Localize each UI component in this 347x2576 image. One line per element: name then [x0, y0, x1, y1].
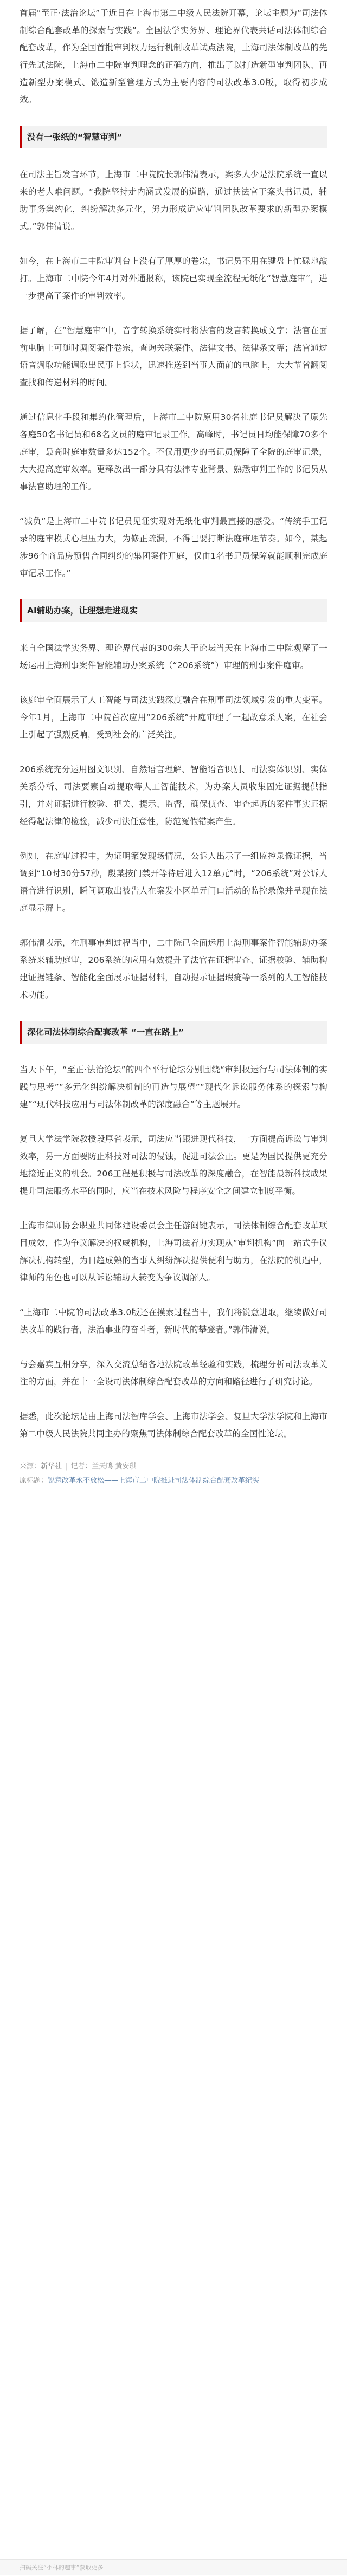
- body-paragraph: 在司法主旨发言环节，上海市二中院院长郭伟清表示，案多人少是法院系统一直以来的老大难问题。“我院坚持走内涵式发展的道路，通过扶法官于案头书记员，辅助事务集约化，纠纷解决多元化，努力形成适应审判团队改革要求的新型办案模式。”郭伟清说。: [20, 170, 327, 231]
- original-title-line: [20, 1474, 327, 1488]
- body-paragraph: “减负”是上海市二中院书记员见证实现对无纸化审判最直接的感受。“传统手工记录的庭审模式心理压力大，为修正疏漏，不得已要打断法庭审理节奏。如今，某起涉96个商品房预售合同纠纷的集团案件开庭，仅由1名书记员保障就能顺利完成庭审记录工作。”: [20, 516, 327, 578]
- author-label: 记者：兰天鸣 黄安琪: [70, 1462, 137, 1471]
- body-paragraph: 206系统充分运用图文识别、自然语言理解、智能语音识别、司法实体识别、实体关系分析、司法要素自动提取等人工智能技术，为办案人员收集固定证据提供指引，并对证据进行校验、把关、提示、监督，确保侦查、审查起诉的案件事实证据经得起法律的检验，减少司法任意性，防范冤假错案产生。: [20, 765, 327, 826]
- body-paragraph: 据悉，此次论坛是由上海司法智库学会、上海市法学会、复旦大学法学院和上海市第二中级人民法院共同主办的聚焦司法体制综合配套改革的全国性论坛。: [20, 1412, 327, 1439]
- intro-paragraph: 首届“至正·法治论坛”于近日在上海市第二中级人民法院开幕，论坛主题为“司法体制综合配套改革的探索与实践”。全国法学实务界、理论界代表共话司法体制综合配套改革，作为全国首批审判权力运行机制改革试点法院，上海司法体制改革的先行先试法院，上海市二中院审判理念的正确方向，推出了以打造新型审判团队、再造新型办案模式、锻造新型管理方式为主要内容的司法改革3.0版，取得初步成效。: [20, 8, 327, 105]
- body-paragraph: 与会嘉宾互相分享，深入交流总结各地法院改革经验和实践，梳理分析司法改革关注的方面，并在十一全设司法体制综合配套改革的方向和路径进行了研究讨论。: [20, 1360, 327, 1387]
- bottom-note-bar: [0, 2559, 347, 2575]
- section-heading-2: [20, 599, 327, 622]
- body-paragraph: “上海市二中院的司法改革3.0版还在摸索过程当中，我们将锐意进取，继续做好司法改革的践行者，法治事业的奋斗者，新时代的攀登者。”郭伟清说。: [20, 1308, 327, 1335]
- source-label: 来源：新华社: [20, 1462, 62, 1471]
- body-paragraph: 复旦大学法学院教授段厚省表示，司法应当跟进现代科技，一方面提高诉讼与审判效率，另一方面要防止科技对司法的侵蚀，促进司法公正。更是为国民提供更充分地接近正义的机会。206工程是积极与司法改革的深度融合，在智能最新科技成果提升司法服务水平的同时，应当在技术风险与程序安全之间建立制度平衡。: [20, 1134, 327, 1196]
- section-heading-text: AI辅助办案，让理想走进现实: [27, 606, 138, 616]
- body-paragraph: 据了解，在“智慧庭审”中，音字转换系统实时将法官的发言转换成文字；法官在面前电脑上可随时调阅案件卷宗，查询关联案件、法律文书、法律条文等；法官通过语音调取功能调取出民事上诉状，迅速推送到当事人面前的电脑上，大大节省翻阅查找和传递材料的时间。: [20, 326, 327, 387]
- source-line: [20, 1460, 327, 1474]
- section-heading-1: [20, 126, 327, 148]
- body-paragraph: 上海市律师协会职业共同体建设委员会主任游闽键表示，司法体制综合配套改革项目成效，作为争议解决的权威机构，上海司法着力实现从“审判机构”向一站式争议解决机构转型，为日趋成熟的当事人纠纷解决提供便利与助力，在法院的机遇中，律师的角色也可以从诉讼辅助人转变为争议调解人。: [20, 1221, 327, 1283]
- body-paragraph: 如今，在上海市二中院审判台上没有了厚厚的卷宗，书记员不用在键盘上忙碌地敲打。上海市二中院今年4月对外通报称，该院已实现全流程无纸化“智慧庭审”，进一步提高了案件的审判效率。: [20, 256, 327, 301]
- section-heading-text: 没有一张纸的“智慧审判”: [27, 132, 123, 142]
- body-paragraph: 郭伟清表示，在刑事审判过程当中，二中院已全面运用上海刑事案件智能辅助办案系统来辅助庭审，206系统的应用有效提升了法官在证据审查、证据校验、辅助构建证据链条、智能化全面展示证据材料，自动提示证据瑕疵等一系列的人工智能技术功能。: [20, 938, 327, 1000]
- body-paragraph: 例如，在庭审过程中，为证明案发现场情况，公诉人出示了一组监控录像证据，当调到“10时30分57秒，殷某按门禁开等待后进入12单元”时，“206系统”对公诉人语音进行识别，瞬间调取出被告人在案发小区单元门口活动的监控录像并呈现在法庭显示屏上。: [20, 851, 327, 913]
- section-heading-text: 深化司法体制综合配套改革 “一直在路上”: [27, 1027, 184, 1037]
- body-paragraph: 来自全国法学实务界、理论界代表的300余人于论坛当天在上海市二中院观摩了一场运用上海刑事案件智能辅助办案系统（“206系统”）审理的刑事案件庭审。: [20, 643, 327, 670]
- body-paragraph: 通过信息化手段和集约化管理后，上海市二中院原用30名社庭书记员解决了原先各庭50名书记员和68名文员的庭审记录工作。高峰时，书记员日均能保障70多个庭审，最高时庭审数量多达152个。不仅用更少的书记员保障了全院的庭审记录，大大提高庭审效率。更释放出一部分具有法律专业背景、熟悉审判工作的书记员从事法官助理的工作。: [20, 412, 327, 491]
- section-heading-3: [20, 1021, 327, 1044]
- body-paragraph: 当天下午，“至正·法治论坛”的四个平行论坛分别围绕“审判权运行与司法体制的实践与思考”“多元化纠纷解决机制的再造与展望”“现代化诉讼服务体系的探索与构建”“现代科技应用与司法体制改革的深度融合”等主题展开。: [20, 1065, 327, 1109]
- bottom-note: 扫码关注“小林的趣事”获取更多: [20, 2564, 104, 2571]
- body-paragraph: 该庭审全面展示了人工智能与司法实践深度融合在刑事司法领域引发的重大变革。今年1月，上海市二中院首次应用“206系统”开庭审理了一起故意杀人案，在社会上引起了强烈反响，受到社会的广泛关注。: [20, 695, 327, 740]
- original-title-link[interactable]: 锐意改革永不放松——上海市二中院推进司法体制综合配套改革纪实: [48, 1477, 260, 1485]
- separator: |: [65, 1462, 68, 1471]
- original-title-prefix: 原标题：: [20, 1477, 48, 1485]
